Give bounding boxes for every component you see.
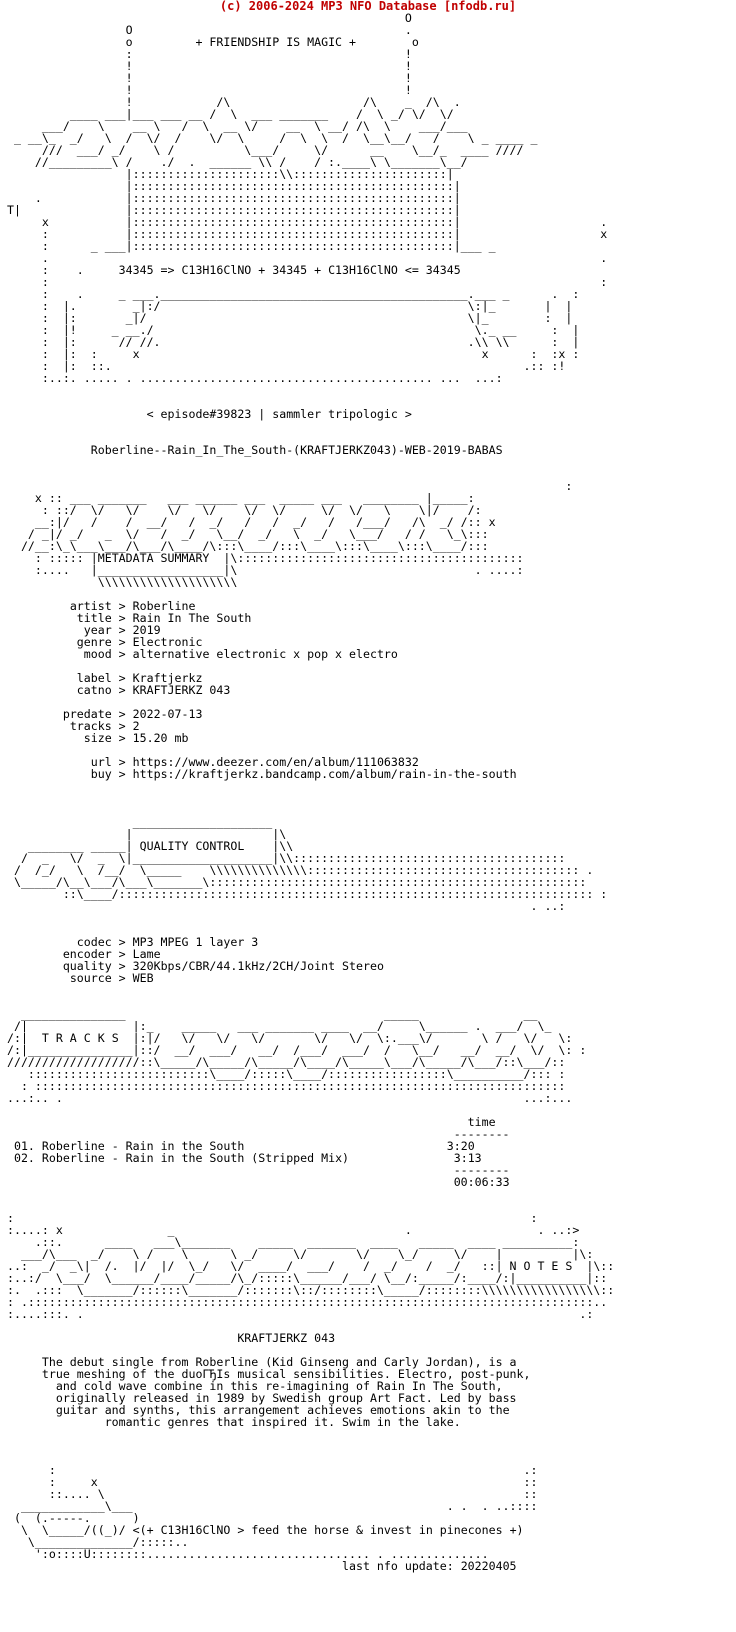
predate-value: 2022-07-13	[132, 707, 203, 721]
title-label: title	[76, 611, 112, 625]
artist-value: Roberline	[132, 599, 196, 613]
mood-label: mood	[83, 647, 112, 661]
track-2-num: 02.	[13, 1151, 35, 1165]
time-header: time	[467, 1115, 496, 1129]
notes-line-6: romantic genres that inspired it. Swim in the lake.	[104, 1415, 461, 1429]
size-label: size	[83, 731, 112, 745]
release-name: Roberline--Rain_In_The_South-(KRAFTJERKZ043)-WEB-2019-BABAS	[90, 443, 503, 457]
notes-line-5: guitar and synths, this arrangement achieves emotions akin to the	[55, 1403, 510, 1417]
url-label: url	[90, 755, 112, 769]
footer-tagline: <(+ C13H16ClNO > feed the horse & invest in pinecones +)	[132, 1523, 524, 1537]
track-2-time: 3:13	[453, 1151, 482, 1165]
tracks-label: tracks	[69, 719, 112, 733]
predate-label: predate	[62, 707, 112, 721]
buy-label: buy	[90, 767, 112, 781]
codec-value: MP3 MPEG 1 layer 3	[132, 935, 259, 949]
size-value: 15.20 mb	[132, 731, 189, 745]
source-label: source	[69, 971, 112, 985]
notes-line-1: The debut single from Roberline (Kid Ginseng and Carly Jordan), is a	[41, 1355, 517, 1369]
title-value: Rain In The South	[132, 611, 252, 625]
total-time: 00:06:33	[453, 1175, 510, 1189]
quality-label: quality	[62, 959, 112, 973]
site-header: (c) 2006-2024 MP3 NFO Database [nfodb.ru]	[219, 0, 517, 13]
metadata-heading: METADATA SUMMARY	[97, 551, 210, 565]
mood-value: alternative electronic x pop x electro	[132, 647, 398, 661]
episode-line: < episode#39823 | sammler tripologic >	[146, 407, 412, 421]
source-value: WEB	[132, 971, 154, 985]
buy-link[interactable]: https://kraftjerkz.bandcamp.com/album/rain-in-the-south	[132, 767, 517, 781]
notes-line-4: originally released in 1989 by Swedish group Art Fact. Led by bass	[55, 1391, 517, 1405]
catno-value: KRAFTJERKZ 043	[132, 683, 231, 697]
quality-heading: QUALITY CONTROL	[139, 839, 245, 853]
last-update: last nfo update: 20220405	[342, 1559, 517, 1573]
tracks-heading: T R A C K S	[41, 1031, 119, 1045]
year-label: year	[83, 623, 112, 637]
year-value: 2019	[132, 623, 161, 637]
url-link[interactable]: https://www.deezer.com/en/album/111063832	[132, 755, 419, 769]
track-2-name: Roberline - Rain in the South (Stripped Mix)	[41, 1151, 350, 1165]
notes-line-2: true meshing of the duoГЂІs musical sensibilities. Electro, post-punk,	[41, 1367, 531, 1381]
label-value: Kraftjerkz	[132, 671, 203, 685]
notes-catalog-title: KRAFTJERKZ 043	[237, 1331, 336, 1345]
artist-label: artist	[69, 599, 112, 613]
notes-line-3: and cold wave combine in this re-imagining of Rain In The South,	[55, 1379, 503, 1393]
motto: + FRIENDSHIP IS MAGIC +	[195, 35, 356, 49]
track-1-num: 01.	[13, 1139, 35, 1153]
track-1-name: Roberline - Rain in the South	[41, 1139, 245, 1153]
notes-heading: N O T E S	[509, 1259, 573, 1273]
encoder-label: encoder	[62, 947, 112, 961]
track-1-time: 3:20	[446, 1139, 475, 1153]
tracks-value: 2	[132, 719, 140, 733]
genre-label: genre	[76, 635, 112, 649]
catno-label: catno	[76, 683, 112, 697]
label-label: label	[76, 671, 112, 685]
genre-value: Electronic	[132, 635, 203, 649]
encoder-value: Lame	[132, 947, 161, 961]
footer-pony-eye: (_)	[97, 1523, 119, 1537]
codec-label: codec	[76, 935, 112, 949]
quality-value: 320Kbps/CBR/44.1kHz/2CH/Joint Stereo	[132, 959, 384, 973]
formula: 34345 => C13H16ClNO + 34345 + C13H16ClNO <= 34345	[118, 263, 461, 277]
nfo-body: O O . o + FRIENDSHIP IS MAGIC + o : ! ! ! ! ! ! ! ! /\ /\ _ /\ . ____ ___|___ ___ __ / \ ___ _______ / \ _/ \/ \/ ___/ \ __ \ / \ __ \/ __ \ __/ /\ \ ___/___ _ __\_ _/ \ / \/ / \/ \ / \ \ / \__\__/ / \ _ ____ _ /// ___/ _/ \ / \___/ \/ __ \__/_ ____ //// //_________\ / ./ . ______ \\ / / :.____\ \_______\__/ |:::::::::::::::::::::\\::::::::::::::::::::::| |::::::::::::::::::::::::::::::::::::::::::::::| . |::::::::::::::::::::::::::::::::::::::::::::::| T| |::::::::::::::::::::::::::::::::::::::::::::::| x |::::::::::::::::::::::::::::::::::::::::::::::| . : |::::::::::::::::::::::::::::::::::::::::::::::| x : _ ___|::::::::::::::::::::::::::::::::::::::::::::::|___ _ . . : . 34345 => C13H16ClNO + 34345 + C13H16ClNO <= 34345 : : : . _ ___.____________________________________________.___ _ . : : |. _|:/ \:|_ | | : |: _|/ \|_ : | : |! _ __./ \._ __ : | : |: // //. .\\ \\ : | : |: : x x : :x : : |: ::. .:: :! :..:. ..... . .......................................... ... ...: < episode#39823 | sammler tripologic > Roberline--Rain_In_The_South-(KRAFTJERKZ043)-WEB-2019-BABAS : x :: ___ _______ ___ ______ ___ _____ ___ ________ |_____: : ::/ \/ \/ \/ \/ \/ \/ \/ \/ \ \|/ /: __:|/ / / __/ / _/ / / _/ / /___/ /\ _/ /:: x / _|/ _/ _ \/ / _/ \__/ _/ \ _/ \___/ / / \_\::: //__:\_\___\___/\___/\____/\:::\____/:::\____\:::\____\:::\____/::: : ::::: |METADATA SUMMARY |\::::::::::::::::::::::::::::::::::::::::: :.... |__________________|\ . ....: \\\\\\\\\\\\\\\\\\\\ artist > Roberline title > Rain In The South year > 2019 genre > Electronic mood > alternative electronic x pop x electro label > Kraftjerkz catno > KRAFTJERKZ 043 predate > 2022-07-13 tracks > 2 size > 15.20 mb url > https://www.deezer.com/en/album/111063832 buy > https://kraftjerkz.bandcamp.com/album/rain-in-the-south ____________________ | |\ ________ _____| QUALITY CONTROL |\\ / _ \/ _ \|____________________|\\::::::::::::::::::::::::::::::::::::::: / /_/ \ /__/ \_____ \\\\\\\\\\\\\\::::::::::::::::::::::::::::::::::::::: . \_____/\__\___/\___\_______\:::::::::::::::::::::::::::::::::::::::::::::::::::::: ::\____/:::::::::::::::::::::::::::::::::::::::::::::::::::::::::::::::::::: : . ..: codec > MP3 MPEG 1 layer 3 encoder > Lame quality > 320Kbps/CBR/44.1kHz/2CH/Joint Stereo source > WEB _______________ _____ __ /| |:_ _____ ___ _______ ____ __/ \______ . ___/ \_ /:| T R A C K S |:|/ \/ \/ \/ \/ \/ \:.___\/ \ / \/ \: /:|_______________|::/ __/ ___/ __/ /___/ ___/ / \__/ __/ __/ \/ \: : ///////////////////::\_____/\_____/\_____/\____/\_____\___/\_____/\___/::\___/:: ::::::::::::::::::::::::::\____/:::::\____/:::::::::::::::::\__________/::: : : :::::::::::::::::::::::::::::::::::::::::::::::::::::::::::::::::::::::::::: ...:.. . ...:... time -------- 01. Roberline - Rain in the South 3:20 02. Roberline - Rain in the South (Stripped Mix) 3:13 -------- 00:06:33 : : :....: x _ . . ..:> .::. ____ ___\_______ _____ _______ ____ _____ ____ __________: ___/\___ _/ \ / \ \ _/ \/ \/ \_/ \/ | |\: ..: _/ _\| /. |/ |/ \_/ \/ ____/ ___/ / _/ / _/ ::| N O T E S |\:: :..:/ \___/ \______/____/_____/\_/:::::\______/___/ \__/:_____/:____/:|__________|:: :. .::: \_______/::::::\_______/:::::::\::/::::::::\_____/::::::::\\\\\\\\\\\\\\\\\:: : .:::::::::::::::::::::::::::::::::::::::::::::::::::::::::::::::::::::::::::::::::.. :....:::. . .: KRAFTJERKZ 043 The debut single from Roberline (Kid Ginseng and Carly Jordan), is a true meshing of the duoГЂІs musical sensibilities. Electro, post-punk, and cold wave combine in this re-imagining of Rain In The South, originally released in 1989 by Swedish group Art Fact. Led by bass guitar and synths, this arrangement achieves emotions akin to the romantic genres that inspired it. Swim in the lake. : .: : x :: ::.... \ :: ____________\___ . . . ..:::: ( (.-----. ) \ \_____/((_)/ <(+ C13H16ClNO > feed the horse & invest in pinecones +) \______________/:::::.. ':o::::U::::::::................................ . .............. last nfo update: 20220405	[0, 11, 615, 1573]
